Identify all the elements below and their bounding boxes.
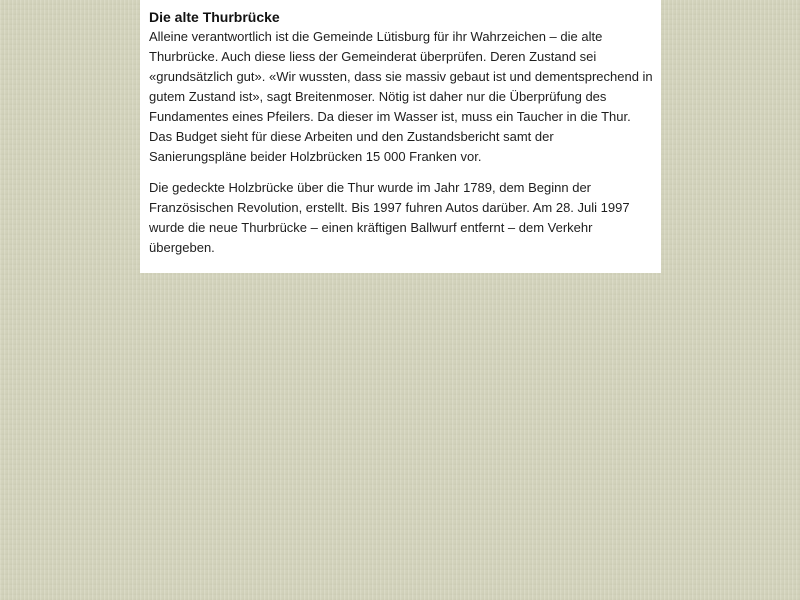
article-paragraph-2: Die gedeckte Holzbrücke über die Thur wurde im Jahr 1789, dem Beginn der Französischen Revolution, erstellt. Bis 1997 fuhren Autos darüber. Am 28. Juli 1997 wurde die neue Thurbrücke – einen kräftigen Ballwurf entfernt – dem Verkehr übergeben. xyxy=(149,180,630,255)
article-title: Die alte Thurbrücke xyxy=(149,9,280,25)
article-box xyxy=(140,0,661,273)
article-paragraph-1: Alleine verantwortlich ist die Gemeinde Lütisburg für ihr Wahrzeichen – die alte Thurbrücke. Auch diese liess der Gemeinderat überprüfen. Deren Zustand sei «grundsätzlich gut». «Wir wussten, dass sie massiv gebaut ist und dementsprechend in gutem Zustand ist», sagt Breitenmoser. Nötig ist daher nur die Überprüfung des Fundamentes eines Pfeilers. Da dieser im Wasser ist, muss ein Taucher in die Thur. Das Budget sieht für diese Arbeiten und den Zustandsbericht samt der Sanierungspläne beider Holzbrücken 15 000 Franken vor. xyxy=(149,29,653,164)
